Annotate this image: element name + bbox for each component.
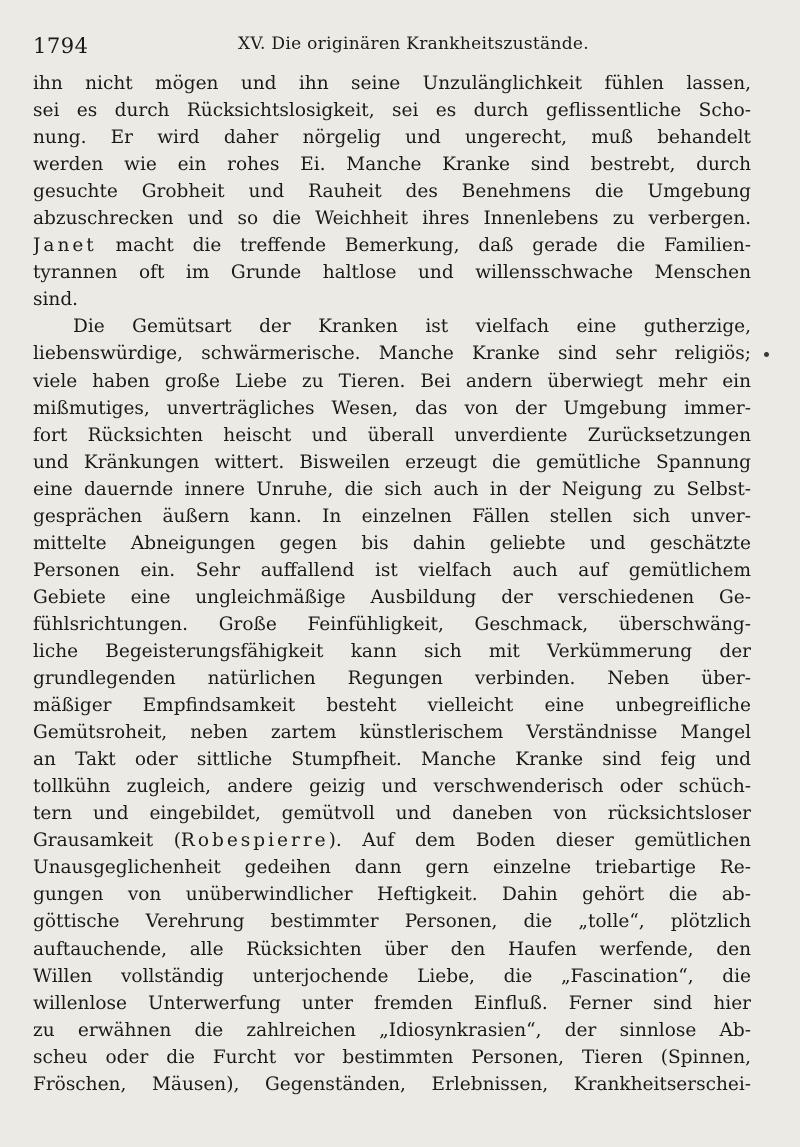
margin-mark xyxy=(764,352,769,357)
text-segment: ). Auf dem Boden dieser gemütlichen xyxy=(328,830,751,852)
text-line: an Takt oder sittliche Stumpfheit. Manche Kranke sind feig und xyxy=(33,749,751,771)
text-line: fort Rücksichten heischt und überall unverdiente Zurücksetzungen xyxy=(33,424,751,446)
text-line xyxy=(33,827,751,854)
text-line: sei es durch Rücksichtslosigkeit, sei es durch geflissentliche Scho- xyxy=(33,100,751,122)
text-line: zu erwähnen die zahlreichen „Idiosynkrasien“, der sinnlose Ab- xyxy=(33,1019,751,1041)
text-line: eine dauernde innere Unruhe, die sich auch in der Neigung zu Selbst- xyxy=(33,478,751,500)
text-line: Gebiete eine ungleichmäßige Ausbildung der verschiedenen Ge- xyxy=(33,586,751,608)
text-line: Personen ein. Sehr auffallend ist vielfach auch auf gemütlichem xyxy=(33,559,751,581)
text-line: ihn nicht mögen und ihn seine Unzulänglichkeit fühlen lassen, xyxy=(33,73,751,94)
text-line: werden wie ein rohes Ei. Manche Kranke sind bestrebt, durch xyxy=(33,154,751,176)
text-segment: macht die treffende Bemerkung, daß gerade die Familien- xyxy=(115,235,751,257)
text-line: gesuchte Grobheit und Rauheit des Benehmens die Umgebung xyxy=(33,181,751,203)
text-line: gesprächen äußern kann. In einzelnen Fällen stellen sich unver- xyxy=(33,505,751,527)
text-line: und Kränkungen wittert. Bisweilen erzeugt die gemütliche Spannung xyxy=(33,451,751,473)
text-line: mittelte Abneigungen gegen bis dahin geliebte und geschätzte xyxy=(33,532,751,554)
text-line: tern und eingebildet, gemütvoll und daneben von rücksichtsloser xyxy=(33,803,751,825)
text-line: abzuschrecken und so die Weichheit ihres Innenlebens zu verbergen. xyxy=(33,208,751,230)
text-line: mißmutiges, unverträgliches Wesen, das von der Umgebung immer- xyxy=(33,397,751,419)
text-line: Fröschen, Mäusen), Gegenständen, Erlebnissen, Krankheitserschei- xyxy=(33,1073,751,1095)
text-line: fühlsrichtungen. Große Feinfühligkeit, Geschmack, überschwäng- xyxy=(33,613,751,635)
page-number: 1794 xyxy=(33,34,89,58)
text-line: Gemütsroheit, neben zartem künstlerischem Verständnisse Mangel xyxy=(33,722,751,744)
running-head: XV. Die originären Krankheitszustände. xyxy=(238,34,589,54)
text-line: tyrannen oft im Grunde haltlose und willensschwache Menschen xyxy=(33,262,751,284)
body-text xyxy=(33,70,751,1098)
text-line: Unausgeglichenheit gedeihen dann gern einzelne triebartige Re- xyxy=(33,857,751,879)
text-line: scheu oder die Furcht vor bestimmten Personen, Tieren (Spinnen, xyxy=(33,1046,751,1068)
text-line: mäßiger Empfindsamkeit besteht vielleicht eine unbegreifliche xyxy=(33,695,751,717)
text-line: liche Begeisterungsfähigkeit kann sich mit Verkümmerung der xyxy=(33,640,751,662)
text-line: göttische Verehrung bestimmter Personen, die „tolle“, plötzlich xyxy=(33,911,751,933)
text-line: tollkühn zugleich, andere geizig und verschwenderisch oder schüch- xyxy=(33,776,751,798)
text-line: Willen vollständig unterjochende Liebe, die „Fascination“, die xyxy=(33,965,751,987)
text-line xyxy=(33,232,751,259)
text-line: auftauchende, alle Rücksichten über den Haufen werfende, den xyxy=(33,938,751,960)
text-line: willenlose Unterwerfung unter fremden Einfluß. Ferner sind hier xyxy=(33,992,751,1014)
text-line: liebenswürdige, schwärmerische. Manche Kranke sind sehr religiös; xyxy=(33,343,751,365)
text-line: viele haben große Liebe zu Tieren. Bei andern überwiegt mehr ein xyxy=(33,370,751,392)
text-line: Die Gemütsart der Kranken ist vielfach eine gutherzige, xyxy=(73,316,751,338)
page-header xyxy=(33,30,753,60)
author-name: Janet xyxy=(33,235,97,257)
text-line: sind. xyxy=(33,289,79,311)
text-line: nung. Er wird daher nörgelig und ungerecht, muß behandelt xyxy=(33,127,751,149)
text-segment: Grausamkeit ( xyxy=(33,830,181,852)
text-line: grundlegenden natürlichen Regungen verbinden. Neben über- xyxy=(33,668,751,690)
person-name: Robespierre xyxy=(180,830,329,852)
text-line: gungen von unüberwindlicher Heftigkeit. Dahin gehört die ab- xyxy=(33,884,751,906)
